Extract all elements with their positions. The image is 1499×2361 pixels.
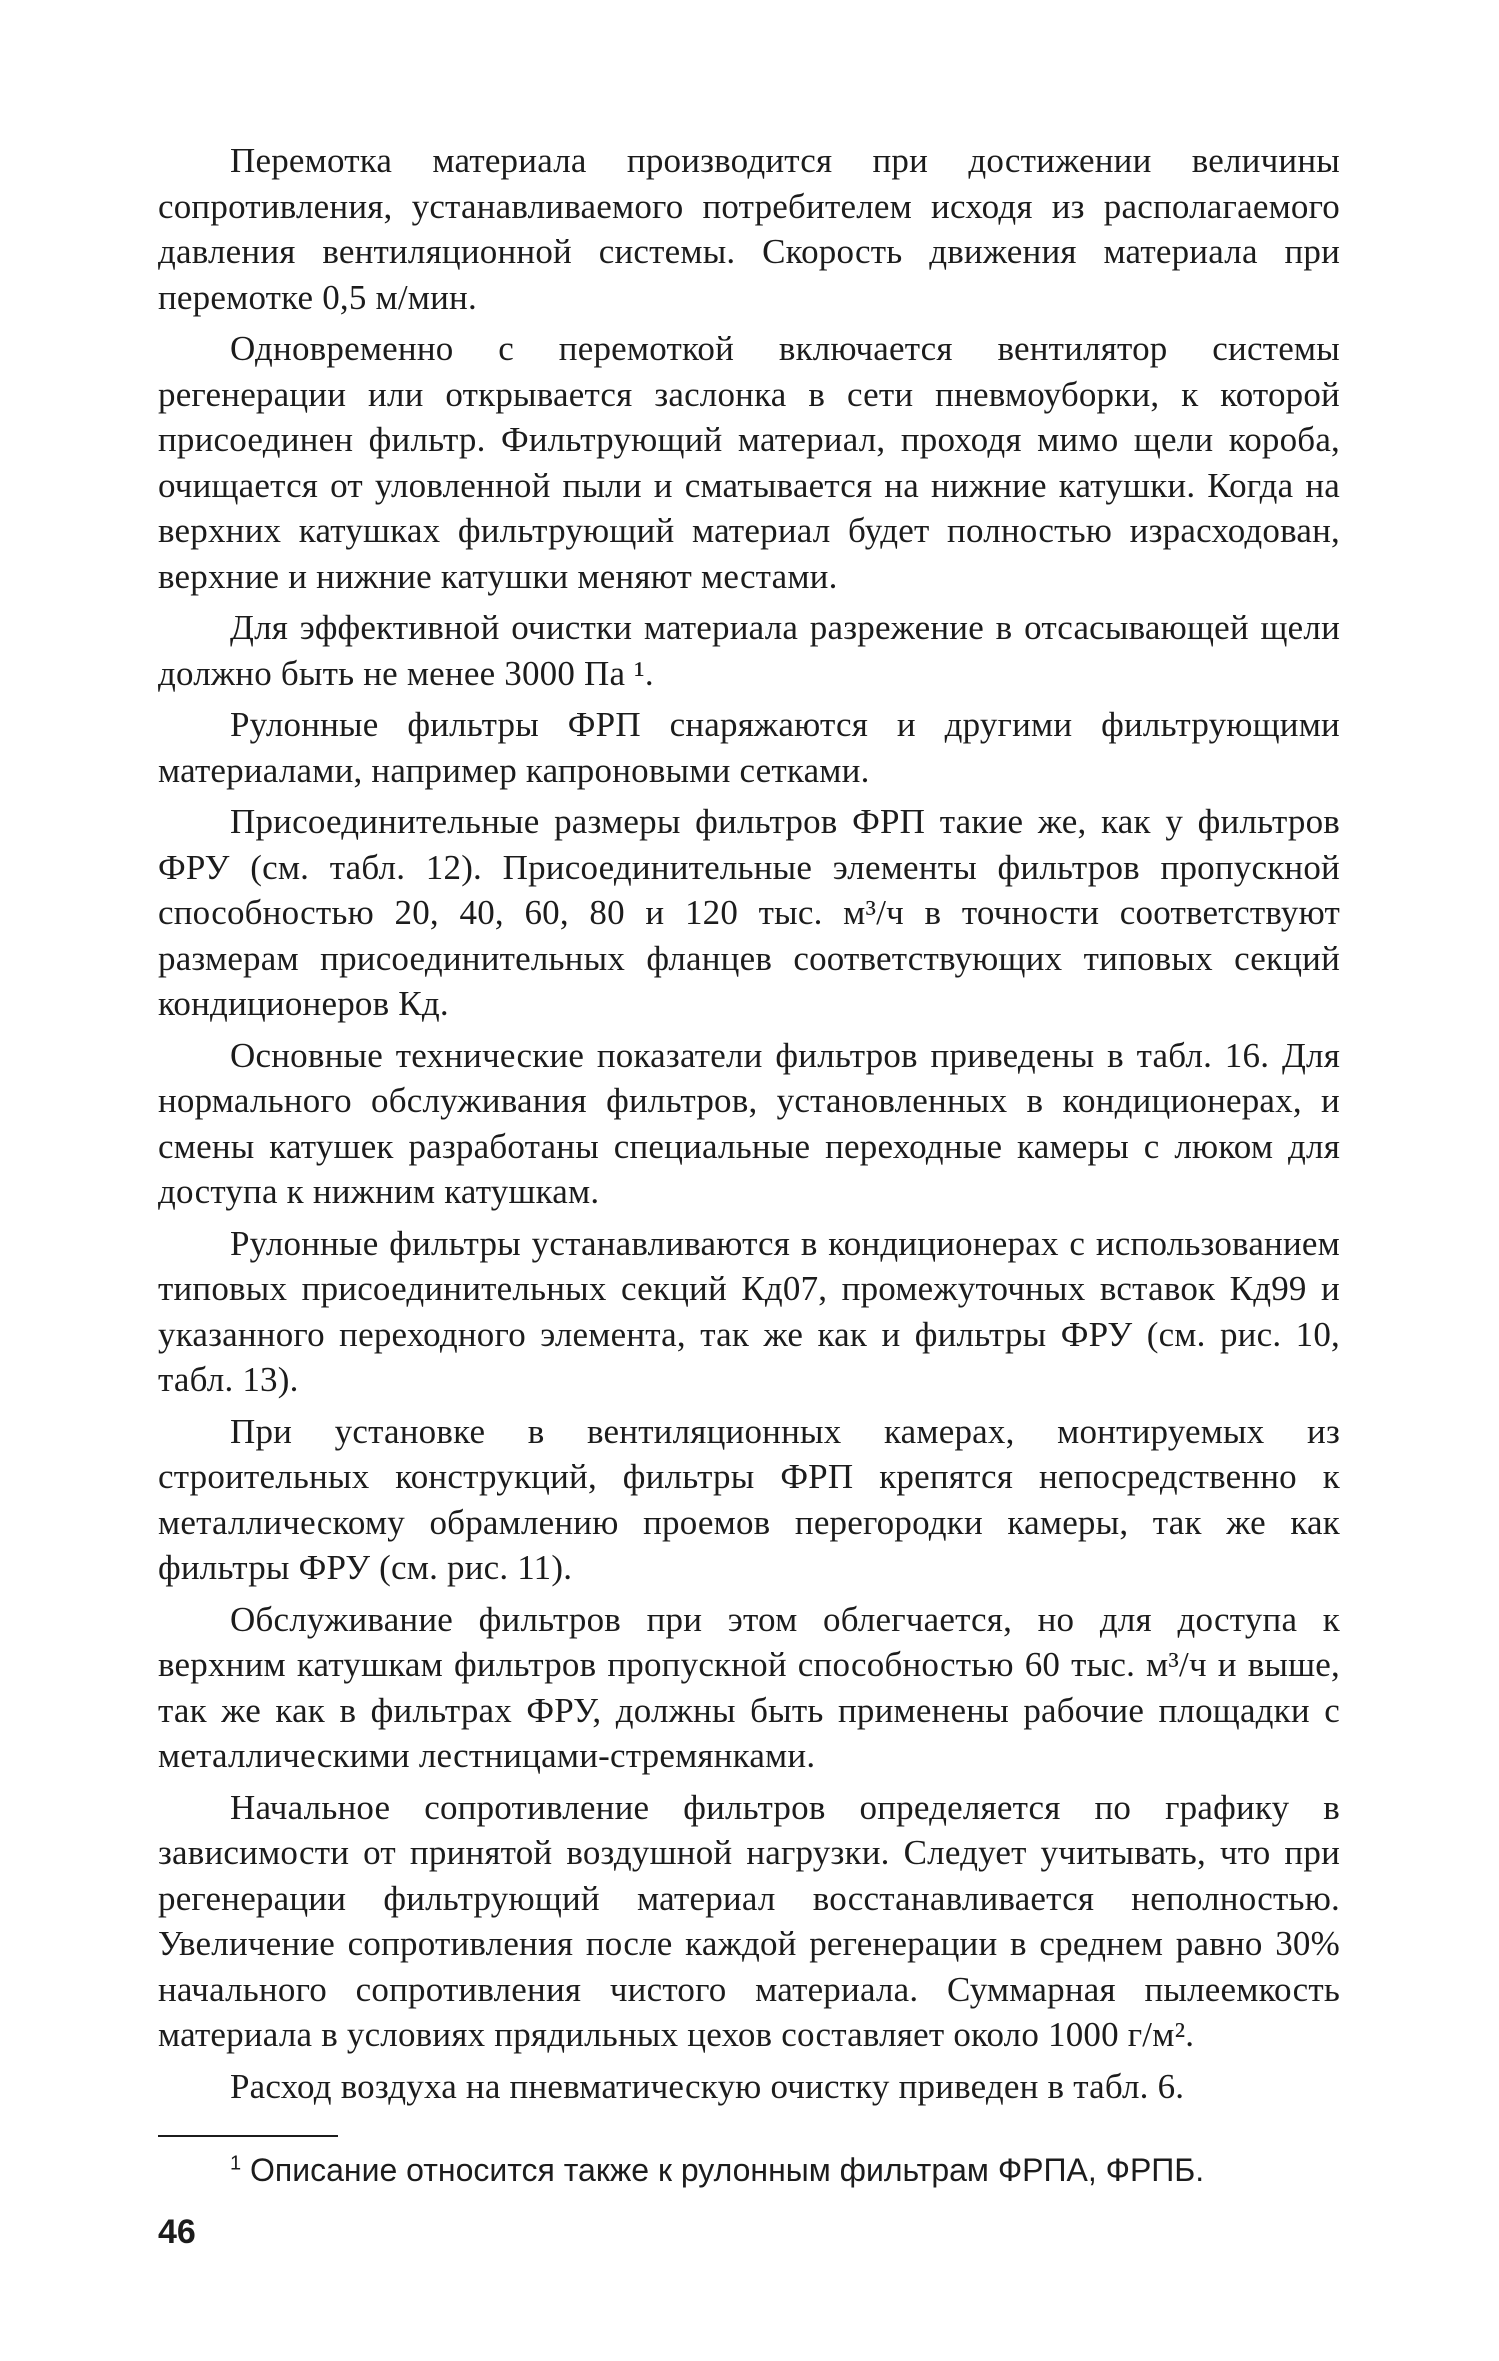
paragraph-rewinding: Перемотка материала производится при достижении величины сопротивления, устанавливаемого потребителем исходя из располагаемого давления вентиляционной системы. Скорость движения материала при перемотке 0,5 м/мин.	[158, 141, 1340, 317]
paragraph-maintenance: Обслуживание фильтров при этом облегчается, но для доступа к верхним катушкам фильтров пропускной способностью 60 тыс. м³/ч и выше, так же как в фильтрах ФРУ, должны быть применены рабочие площадки с металлическими лестницами-стремянками.	[158, 1599, 1340, 1775]
footnote	[158, 2149, 1340, 2191]
document-page	[158, 138, 1340, 2252]
paragraph-ventilation-chambers: При установке в вентиляционных камерах, монтируемых из строительных конструкций, фильтры ФРП крепятся непосредственно к металлическому обрамлению проемов перегородки камеры, так же как фильтры ФРУ (см. рис. 11).	[158, 1411, 1340, 1587]
paragraph-technical-specs: Основные технические показатели фильтров приведены в табл. 16. Для нормального обслуживания фильтров, установленных в кондиционерах, и смены катушек разработаны специальные переходные камеры с люком для доступа к нижним катушкам.	[158, 1035, 1340, 1211]
footnote-text: Описание относится также к рулонным фильтрам ФРПА, ФРПБ.	[250, 2152, 1205, 2188]
paragraph-vacuum: Для эффективной очистки материала разрежение в отсасывающей щели должно быть не менее 3000 Па ¹.	[158, 608, 1340, 693]
paragraph-resistance: Начальное сопротивление фильтров определяется по графику в зависимости от принятой воздушной нагрузки. Следует учитывать, что при регенерации фильтрующий материал восстанавливается неполностью. Увеличение сопротивления после каждой регенерации в среднем равно 30% начального сопротивления чистого материала. Суммарная пылеемкость материала в условиях прядильных цехов составляет около 1000 г/м².	[158, 1787, 1340, 2054]
page-number: 46	[158, 2213, 196, 2251]
paragraph-air-consumption: Расход воздуха на пневматическую очистку приведен в табл. 6.	[230, 2066, 1185, 2106]
footnote-divider	[158, 2135, 338, 2137]
paragraph-other-materials: Рулонные фильтры ФРП снаряжаются и другими фильтрующими материалами, например капроновыми сетками.	[158, 705, 1340, 790]
paragraph-connection-sizes: Присоединительные размеры фильтров ФРП такие же, как у фильтров ФРУ (см. табл. 12). Присоединительные элементы фильтров пропускной способностью 20, 40, 60, 80 и 120 тыс. м³/ч в точности соответствуют размерам присоединительных фланцев соответствующих типовых секций кондиционеров Кд.	[158, 802, 1340, 1023]
paragraph-installation: Рулонные фильтры устанавливаются в кондиционерах с использованием типовых присоединительных секций Кд07, промежуточных вставок Кд99 и указанного переходного элемента, так же как и фильтры ФРУ (см. рис. 10, табл. 13).	[158, 1223, 1340, 1399]
footnote-mark: 1	[230, 2152, 242, 2175]
paragraph-regeneration: Одновременно с перемоткой включается вентилятор системы регенерации или открывается заслонка в сети пневмоуборки, к которой присоединен фильтр. Фильтрующий материал, проходя мимо щели короба, очищается от уловленной пыли и сматывается на нижние катушки. Когда на верхних катушках фильтрующий материал будет полностью израсходован, верхние и нижние катушки меняют местами.	[158, 329, 1340, 596]
